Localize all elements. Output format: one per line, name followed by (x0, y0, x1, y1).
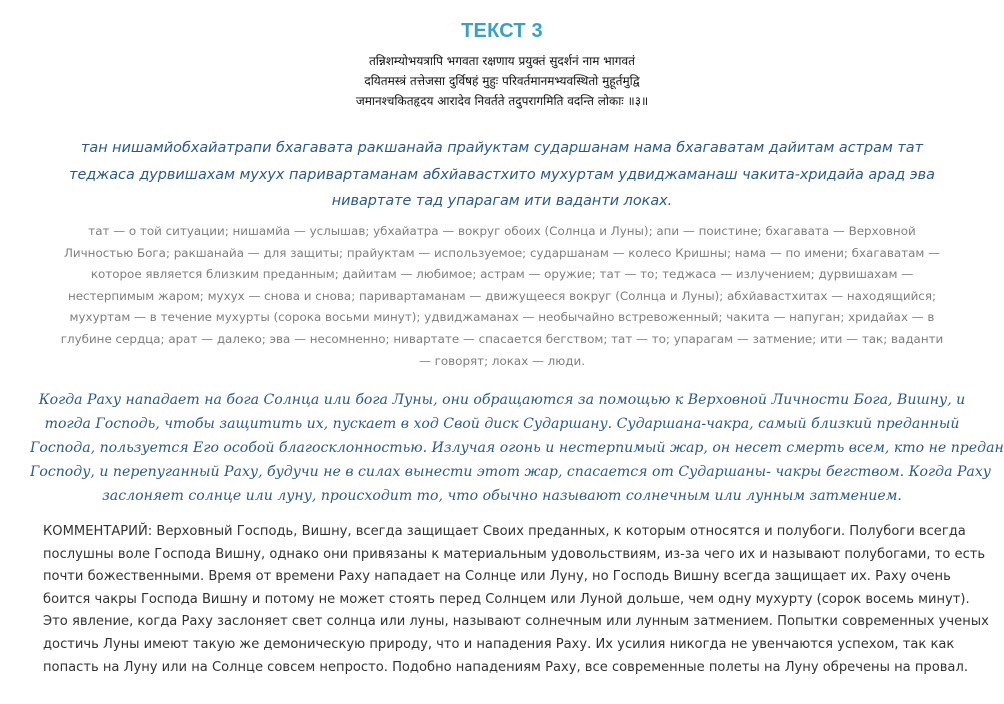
sanskrit-verse (150, 51, 854, 111)
commentary-line: почти божественными. Время от времени Раху нападает на Солнце или Луну, но Господь Вишну всегда защищает их. Раху очень (43, 569, 951, 585)
synonyms-line: тат — о той ситуации; нишамйа — услышав; убхайатра — вокруг обоих (Солнца и Луны); апи — поистине; бхагавата — Верховной (88, 224, 916, 238)
commentary-line: боится чакры Господа Вишну и потому не может стоять перед Солнцем или Луной дольше, чем одну мухурту (сорок восемь минут). (43, 591, 970, 607)
commentary-line: достичь Луны имеют такую же демоническую природу, что и нападения Раху. Их усилия никогда не увенчаются успехом, так как (43, 636, 955, 652)
synonyms-line: — говорят; локах — люди. (418, 353, 586, 368)
commentary-line: Это явление, когда Раху заслоняет свет солнца или луны, называют солнечным или лунным затмением. Попытки современных ученых (43, 614, 989, 630)
commentary-line: послушны воле Господа Вишну, однако они привязаны к материальным удовольствиям, из-за чего их и называют полубогами, то есть (43, 546, 986, 562)
translation-line: Господа, пользуется Его особой благосклонностью. Излучая огонь и нестерпимый жар, он несет смерть всем, кто не предан (30, 440, 1004, 456)
transliteration-line: нивартате тад упарагам ити ваданти локах. (331, 193, 673, 209)
synonyms-line: которое является близким преданным; дайитам — любимое; астрам — оружие; тат — то; теджаса — излучением; дурвишахам — (90, 267, 914, 282)
commentary-line: попасть на Луну или на Солнце совсем непросто. Подобно нападениям Раху, все современные полеты на Луну обречены на провал. (43, 659, 968, 675)
transliteration-line: теджаса дурвишахам мухух паривартаманам абхйавастхито мухуртам удвиджаманаш чакита-хридайа арад эва (69, 166, 935, 183)
sanskrit-line: दयितमस्त्रं तत्तेजसा दुर्विषहं मुहुः परिवर्तमानमभ्यवस्थितो मुहूर्तमुद्वि (364, 74, 640, 88)
synonyms-line: глубине сердца; арат — далеко; эва — несомненно; нивартате — спасается бегством; тат — то; упарагам — затмение; ити — так; ваданти (60, 331, 944, 346)
synonyms-line: Личностью Бога; ракшанайа — для защиты; прайуктам — используемое; сударшанам — колесо Кришны; нама — по имени; бхагаватам — (63, 245, 940, 260)
verse-translation (30, 388, 1004, 508)
verse-heading: ТЕКСТ 3 (461, 20, 543, 42)
transliteration-line: тан нишамйобхайатрапи бхагавата ракшанайа прайуктам сударшанам нама бхагаватам дайитам астрам тат (81, 140, 923, 156)
word-synonyms (30, 221, 974, 372)
transliteration (30, 135, 974, 215)
synonyms-line: мухуртам — в течение мухурты (сорока восьми минут); удвиджаманах — необычайно встревоженный; чакита — напуган; хридайах — в (69, 310, 935, 325)
translation-line: заслоняет солнце или луну, происходит то, что обычно называют солнечным или лунным затмением. (102, 488, 902, 504)
translation-line: тогда Господь, чтобы защитить их, пускает в ход Свой диск Сударшану. Сударшана-чакра, самый близкий преданный (44, 416, 960, 432)
purport-commentary (43, 521, 989, 679)
translation-line: Когда Раху нападает на бога Солнца или бога Луны, они обращаются за помощью к Верховной Личности Бога, Вишну, и (38, 392, 966, 408)
synonyms-line: нестерпимым жаром; мухух — снова и снова; паривартаманам — движущееся вокруг (Солнца и Луны); абхйавастхитах — находящийся; (67, 288, 937, 303)
translation-line: Господу, и перепуганный Раху, будучи не в силах вынести этот жар, спасается от Сударшаны- чакры бегством. Когда Раху (30, 464, 991, 480)
sanskrit-line: तन्निशम्योभयत्रापि भगवता रक्षणाय प्रयुक्तं सुदर्शनं नाम भागवतं (368, 54, 636, 68)
commentary-line: КОММЕНТАРИЙ: Верховный Господь, Вишну, всегда защищает Своих преданных, к которым относятся и полубоги. Полубоги всегда (43, 524, 966, 539)
sanskrit-line: जमानश्चकितहृदय आरादेव निवर्तते तदुपरागमिति वदन्ति लोकाः ॥३॥ (355, 94, 649, 108)
